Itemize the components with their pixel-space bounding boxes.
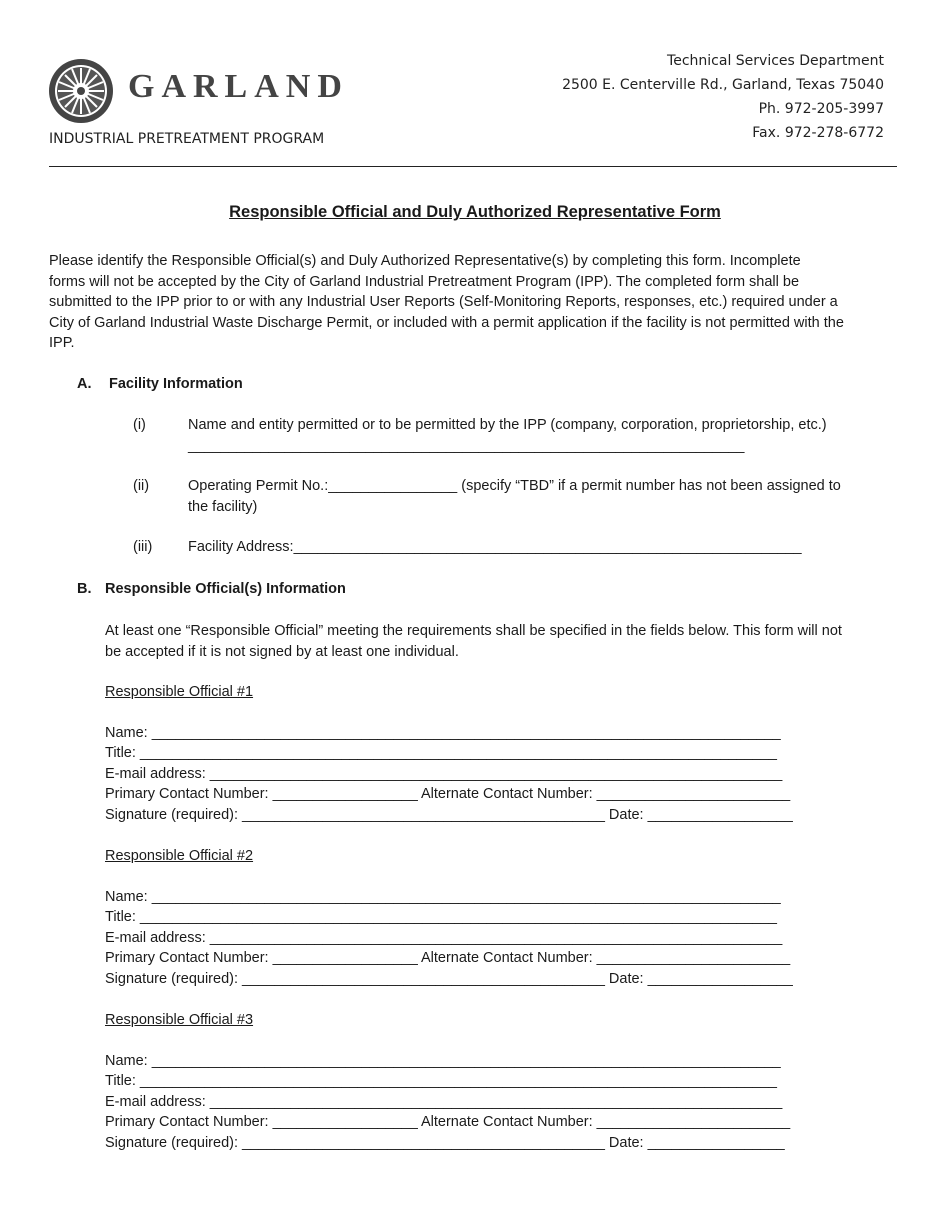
section-b-heading: Responsible Official(s) Information — [105, 581, 346, 597]
phone-number: Ph. 972-205-3997 — [758, 101, 884, 117]
intro-line: submitted to the IPP prior to or with any Industrial User Reports (Self-Monitoring Reports, responses, etc.) required under a — [49, 294, 838, 310]
official-3-email-field[interactable]: E-mail address: _______________________________________________________________________ — [105, 1094, 783, 1110]
section-a-heading: Facility Information — [109, 376, 243, 392]
department-name: Technical Services Department — [667, 53, 884, 69]
official-2-title-field[interactable]: Title: _______________________________________________________________________________ — [105, 909, 777, 925]
item-ii-number: (ii) — [133, 478, 150, 494]
official-1-signature-field[interactable]: Signature (required): _____________________________________________ Date: __________________ — [105, 807, 793, 823]
program-name: INDUSTRIAL PRETREATMENT PROGRAM — [49, 131, 325, 147]
intro-line: City of Garland Industrial Waste Discharge Permit, or included with a permit application if the facility is not permitted with the — [49, 314, 844, 331]
official-2-signature-field[interactable]: Signature (required): _____________________________________________ Date: __________________ — [105, 971, 793, 987]
official-2-contact-fields[interactable]: Primary Contact Number: __________________ Alternate Contact Number: ________________________ — [105, 950, 791, 966]
department-address: 2500 E. Centerville Rd., Garland, Texas 75040 — [562, 77, 884, 93]
brand-wordmark: GARLAND — [128, 68, 349, 105]
header-divider — [49, 166, 897, 167]
official-1-title-field[interactable]: Title: _______________________________________________________________________________ — [105, 745, 777, 761]
form-title: Responsible Official and Duly Authorized Representative Form — [229, 203, 721, 221]
garland-seal-logo — [48, 58, 114, 124]
facility-name-label: Name and entity permitted or to be permitted by the IPP (company, corporation, proprietorship, etc.) — [188, 417, 827, 433]
intro-paragraph — [49, 251, 919, 354]
official-1-email-field[interactable]: E-mail address: _______________________________________________________________________ — [105, 766, 783, 782]
intro-line: forms will not be accepted by the City of Garland Industrial Pretreatment Program (IPP). The completed form shall be — [49, 273, 800, 290]
item-i-number: (i) — [133, 417, 146, 433]
official-3-title-field[interactable]: Title: _______________________________________________________________________________ — [105, 1073, 777, 1089]
section-a-letter: A. — [77, 376, 92, 392]
intro-line: Please identify the Responsible Official(s) and Duly Authorized Representative(s) by completing this form. Incomplete — [49, 253, 801, 269]
official-1-heading: Responsible Official #1 — [105, 684, 254, 700]
operating-permit-note: the facility) — [188, 499, 258, 515]
section-b-intro-line: be accepted if it is not signed by at least one individual. — [105, 643, 459, 660]
official-3-signature-field[interactable]: Signature (required): _____________________________________________ Date: _________________ — [105, 1135, 785, 1151]
facility-address-field[interactable]: Facility Address:_______________________________________________________________ — [188, 539, 802, 555]
item-iii-number: (iii) — [133, 539, 153, 555]
official-2-email-field[interactable]: E-mail address: _______________________________________________________________________ — [105, 930, 783, 946]
official-3-heading: Responsible Official #3 — [105, 1012, 254, 1028]
official-1-name-field[interactable]: Name: ______________________________________________________________________________ — [105, 725, 781, 741]
official-2-heading: Responsible Official #2 — [105, 848, 254, 864]
intro-line: IPP. — [49, 335, 75, 351]
operating-permit-field[interactable]: Operating Permit No.:________________ (specify “TBD” if a permit number has not been assigned to — [188, 478, 841, 494]
section-b-letter: B. — [77, 581, 92, 597]
official-2-name-field[interactable]: Name: ______________________________________________________________________________ — [105, 889, 781, 905]
section-b-intro — [105, 621, 915, 662]
facility-name-field[interactable]: _____________________________________________________________________ — [188, 438, 745, 454]
official-3-name-field[interactable]: Name: ______________________________________________________________________________ — [105, 1053, 781, 1069]
fax-number: Fax. 972-278-6772 — [752, 125, 884, 141]
section-b-intro-line: At least one “Responsible Official” meeting the requirements shall be specified in the fields below. This form will not — [105, 623, 842, 639]
official-3-contact-fields[interactable]: Primary Contact Number: __________________ Alternate Contact Number: ________________________ — [105, 1114, 791, 1130]
official-1-contact-fields[interactable]: Primary Contact Number: __________________ Alternate Contact Number: ________________________ — [105, 786, 791, 802]
